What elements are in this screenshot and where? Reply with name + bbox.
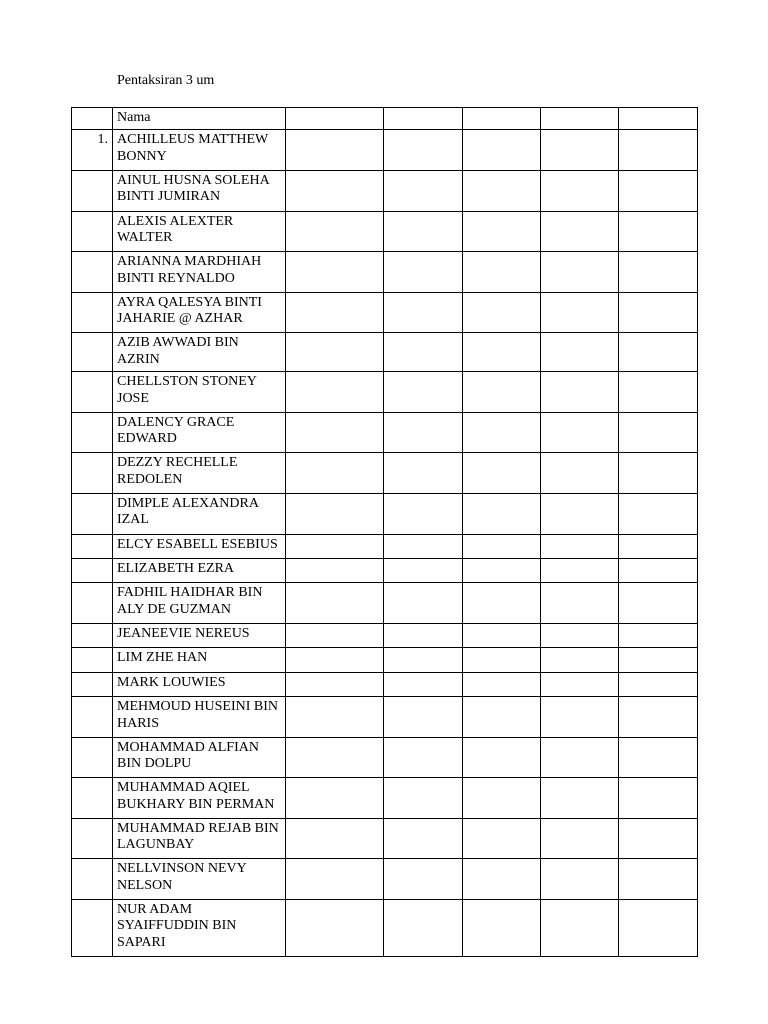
table-row: [72, 672, 698, 696]
score-cell: [384, 372, 463, 413]
score-cell: [384, 493, 463, 534]
score-cell: [619, 252, 698, 293]
header-score-cell: [541, 108, 619, 130]
row-number-cell: [72, 534, 113, 558]
score-cell: [541, 171, 619, 212]
score-cell: [541, 697, 619, 738]
student-name-cell: JEANEEVIE NEREUS: [113, 623, 286, 647]
score-cell: [541, 493, 619, 534]
score-cell: [384, 453, 463, 494]
score-cell: [384, 623, 463, 647]
score-cell: [463, 211, 541, 252]
score-cell: [541, 372, 619, 413]
score-cell: [463, 818, 541, 859]
score-cell: [286, 252, 384, 293]
score-cell: [463, 252, 541, 293]
score-cell: [286, 623, 384, 647]
score-cell: [619, 778, 698, 819]
table-row: [72, 859, 698, 900]
score-cell: [463, 648, 541, 672]
score-cell: [541, 623, 619, 647]
score-cell: [463, 171, 541, 212]
score-cell: [541, 737, 619, 778]
row-number-cell: [72, 672, 113, 696]
score-cell: [463, 900, 541, 957]
score-cell: [463, 778, 541, 819]
student-name-cell: MARK LOUWIES: [113, 672, 286, 696]
student-name-cell: DEZZY RECHELLE REDOLEN: [113, 453, 286, 494]
table-row: [72, 558, 698, 582]
score-cell: [384, 583, 463, 624]
score-cell: [286, 211, 384, 252]
student-name-cell: ALEXIS ALEXTER WALTER: [113, 211, 286, 252]
score-cell: [541, 333, 619, 372]
row-number-cell: [72, 648, 113, 672]
row-number-cell: 1.: [72, 130, 113, 171]
student-name-cell: ELCY ESABELL ESEBIUS: [113, 534, 286, 558]
score-cell: [286, 412, 384, 453]
score-cell: [619, 737, 698, 778]
score-cell: [384, 292, 463, 333]
score-cell: [286, 453, 384, 494]
table-row: [72, 333, 698, 372]
student-name-cell: FADHIL HAIDHAR BIN ALY DE GUZMAN: [113, 583, 286, 624]
score-cell: [541, 672, 619, 696]
score-cell: [286, 583, 384, 624]
score-cell: [463, 453, 541, 494]
score-cell: [619, 412, 698, 453]
score-cell: [463, 412, 541, 453]
score-cell: [463, 737, 541, 778]
table-header-row: [72, 108, 698, 130]
score-cell: [619, 818, 698, 859]
score-cell: [286, 737, 384, 778]
score-cell: [541, 412, 619, 453]
header-name-cell: Nama: [113, 108, 286, 130]
score-cell: [619, 372, 698, 413]
row-number-cell: [72, 818, 113, 859]
table-row: [72, 818, 698, 859]
student-name-cell: MEHMOUD HUSEINI BIN HARIS: [113, 697, 286, 738]
score-cell: [619, 697, 698, 738]
table-row: [72, 623, 698, 647]
table-row: [72, 737, 698, 778]
table-body: [72, 130, 698, 957]
score-cell: [384, 211, 463, 252]
score-cell: [463, 534, 541, 558]
student-name-cell: LIM ZHE HAN: [113, 648, 286, 672]
score-cell: [384, 859, 463, 900]
score-cell: [286, 333, 384, 372]
row-number-cell: [72, 778, 113, 819]
student-name-cell: ELIZABETH EZRA: [113, 558, 286, 582]
score-cell: [541, 453, 619, 494]
score-cell: [619, 623, 698, 647]
row-number-cell: [72, 697, 113, 738]
score-cell: [541, 900, 619, 957]
row-number-cell: [72, 333, 113, 372]
row-number-cell: [72, 493, 113, 534]
score-cell: [286, 648, 384, 672]
table-row: [72, 130, 698, 171]
score-cell: [619, 900, 698, 957]
student-name-cell: DIMPLE ALEXANDRA IZAL: [113, 493, 286, 534]
score-cell: [541, 648, 619, 672]
row-number-cell: [72, 558, 113, 582]
student-roster-table: [71, 107, 698, 957]
score-cell: [619, 534, 698, 558]
table-row: [72, 778, 698, 819]
student-name-cell: MUHAMMAD REJAB BIN LAGUNBAY: [113, 818, 286, 859]
header-number-cell: [72, 108, 113, 130]
score-cell: [619, 558, 698, 582]
score-cell: [619, 648, 698, 672]
table-row: [72, 697, 698, 738]
score-cell: [384, 412, 463, 453]
score-cell: [541, 130, 619, 171]
score-cell: [286, 818, 384, 859]
score-cell: [286, 859, 384, 900]
student-name-cell: AINUL HUSNA SOLEHA BINTI JUMIRAN: [113, 171, 286, 212]
header-score-cell: [463, 108, 541, 130]
score-cell: [619, 130, 698, 171]
row-number-cell: [72, 292, 113, 333]
student-name-cell: ARIANNA MARDHIAH BINTI REYNALDO: [113, 252, 286, 293]
table-row: [72, 648, 698, 672]
score-cell: [463, 493, 541, 534]
table-row: [72, 453, 698, 494]
row-number-cell: [72, 412, 113, 453]
score-cell: [286, 778, 384, 819]
score-cell: [463, 372, 541, 413]
score-cell: [541, 211, 619, 252]
score-cell: [541, 859, 619, 900]
student-name-cell: MOHAMMAD ALFIAN BIN DOLPU: [113, 737, 286, 778]
score-cell: [619, 493, 698, 534]
table-row: [72, 493, 698, 534]
score-cell: [541, 292, 619, 333]
header-score-cell: [384, 108, 463, 130]
row-number-cell: [72, 737, 113, 778]
score-cell: [286, 672, 384, 696]
score-cell: [286, 171, 384, 212]
score-cell: [463, 623, 541, 647]
table-row: [72, 534, 698, 558]
table-row: [72, 292, 698, 333]
row-number-cell: [72, 211, 113, 252]
document-title: Pentaksiran 3 um: [117, 73, 215, 88]
score-cell: [619, 333, 698, 372]
score-cell: [619, 859, 698, 900]
score-cell: [384, 672, 463, 696]
score-cell: [286, 493, 384, 534]
score-cell: [286, 372, 384, 413]
row-number-cell: [72, 453, 113, 494]
score-cell: [463, 130, 541, 171]
table-row: [72, 583, 698, 624]
score-cell: [286, 534, 384, 558]
table-row: [72, 252, 698, 293]
row-number-cell: [72, 900, 113, 957]
score-cell: [541, 778, 619, 819]
score-cell: [384, 130, 463, 171]
table-row: [72, 412, 698, 453]
table-row: [72, 171, 698, 212]
score-cell: [384, 900, 463, 957]
score-cell: [384, 534, 463, 558]
score-cell: [286, 130, 384, 171]
score-cell: [541, 583, 619, 624]
row-number-cell: [72, 171, 113, 212]
row-number-cell: [72, 583, 113, 624]
score-cell: [384, 697, 463, 738]
score-cell: [286, 292, 384, 333]
score-cell: [463, 672, 541, 696]
table-row: [72, 900, 698, 957]
score-cell: [384, 648, 463, 672]
row-number-cell: [72, 859, 113, 900]
student-name-cell: AYRA QALESYA BINTI JAHARIE @ AZHAR: [113, 292, 286, 333]
score-cell: [463, 859, 541, 900]
student-name-cell: NUR ADAM SYAIFFUDDIN BIN SAPARI: [113, 900, 286, 957]
score-cell: [384, 778, 463, 819]
score-cell: [463, 333, 541, 372]
score-cell: [619, 171, 698, 212]
score-cell: [286, 558, 384, 582]
table-row: [72, 372, 698, 413]
student-name-cell: DALENCY GRACE EDWARD: [113, 412, 286, 453]
student-name-cell: MUHAMMAD AQIEL BUKHARY BIN PERMAN: [113, 778, 286, 819]
score-cell: [384, 558, 463, 582]
student-name-cell: ACHILLEUS MATTHEW BONNY: [113, 130, 286, 171]
score-cell: [619, 672, 698, 696]
score-cell: [541, 558, 619, 582]
score-cell: [463, 292, 541, 333]
score-cell: [286, 697, 384, 738]
score-cell: [286, 900, 384, 957]
score-cell: [541, 818, 619, 859]
row-number-cell: [72, 252, 113, 293]
score-cell: [619, 292, 698, 333]
score-cell: [619, 453, 698, 494]
score-cell: [619, 211, 698, 252]
score-cell: [384, 252, 463, 293]
score-cell: [463, 697, 541, 738]
student-name-cell: AZIB AWWADI BIN AZRIN: [113, 333, 286, 372]
score-cell: [463, 558, 541, 582]
student-name-cell: NELLVINSON NEVY NELSON: [113, 859, 286, 900]
score-cell: [463, 583, 541, 624]
row-number-cell: [72, 372, 113, 413]
student-name-cell: CHELLSTON STONEY JOSE: [113, 372, 286, 413]
header-score-cell: [286, 108, 384, 130]
score-cell: [384, 171, 463, 212]
score-cell: [384, 818, 463, 859]
score-cell: [384, 737, 463, 778]
score-cell: [384, 333, 463, 372]
row-number-cell: [72, 623, 113, 647]
score-cell: [619, 583, 698, 624]
score-cell: [541, 534, 619, 558]
header-score-cell: [619, 108, 698, 130]
score-cell: [541, 252, 619, 293]
table-row: [72, 211, 698, 252]
